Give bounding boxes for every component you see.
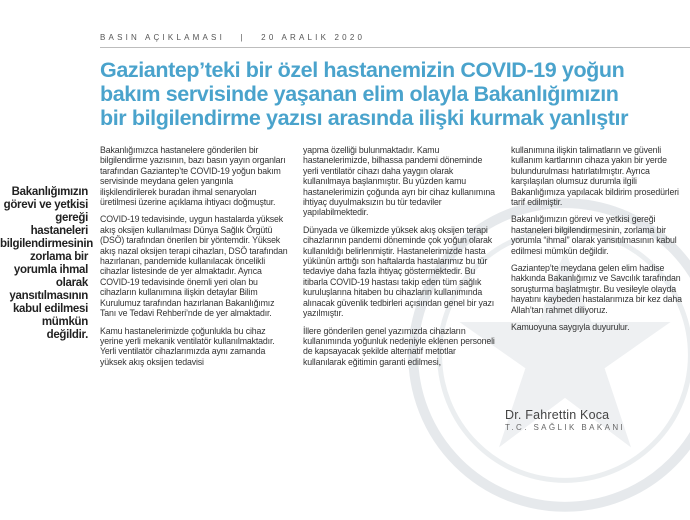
headline-line: Gaziantep’teki bir özel hastanemizin COVID-19 yoğun bbox=[100, 58, 625, 82]
paragraph: kullanımına ilişkin talimatların ve güvenli kullanım kartlarının cihaza yakın bir yerde bulundurulması hatırlatılmıştır. Ayrıca karşılaşılan olumsuz durumla ilgili Bakanlığımıza yapılacak bildirim prosedürleri tarif edilmiştir. bbox=[511, 145, 679, 208]
header-separator: | bbox=[240, 33, 246, 42]
paragraph: Dünyada ve ülkemizde yüksek akış oksijen terapi cihazlarının pandemi döneminde çok yoğun olarak kullanıldığı belirlenmiştir. Hastanelerimizde hasta yükünün arttığı son haftalarda hastalarımız bu tür tedaviye daha fazla ihtiyaç göstermektedir. Bu itibarla COVID-19 hastası takip eden tüm sağlık kuruluşlarına hitaben bu cihazların kullanımında alınacak güvenlik tedbirleri açısından genel bir yazı yazılmıştır. bbox=[303, 224, 495, 319]
pull-quote: Bakanlığımızın görevi ve yetkisi gereği hastaneleri bilgilendirmesinin zorlama bir yorumla ihmal olarak yansıtılmasının kabul edilmesi mümkün değildir. bbox=[0, 186, 94, 341]
headline bbox=[100, 58, 690, 130]
paragraph: Bakanlığımızın görevi ve yetkisi gereği hastaneleri bilgilendirmesinin, zorlama bir yorumla “ihmal” olarak yansıtılmasının kabul edilmesi mümkün değildir. bbox=[511, 214, 677, 256]
paragraph: yapma özelliği bulunmaktadır. Kamu hastanelerimizde, bilhassa pandemi döneminde yerli ventilatör cihazı daha yaygın olarak kullanılmaya başlanmıştır. Bu yüzden kamu hastanelerimizin çoğunda ayrı bir cihaz kullanımına ihtiyaç duyulmaksızın bu tür tedaviler yapılabilmektedir. bbox=[303, 145, 495, 218]
paragraph: COVID-19 tedavisinde, uygun hastalarda yüksek akış oksijen kullanılması Dünya Sağlık Örgütü (DSÖ) tarafından önerilen bir yöntemdir. Yüksek akış nazal oksijen terapi cihazları, DSÖ tarafından hazırlanan, pandemide kullanılacak öncelikli cihazlar listesinde de yer almaktadır. Ayrıca COVID-19 tedavisinde önemli yeri olan bu cihazların kullanımına ilişkin detaylar Bilim Kurulumuz tarafından hazırlanan Bakanlığımız Tanı ve Tedavi Rehberi’nde de yer almaktadır. bbox=[100, 214, 288, 319]
paragraph: İllere gönderilen genel yazımızda cihazların kullanımında yoğunluk nedeniyle eklenen personeli de kapsayacak şekilde alternatif metotlar kullanılarak eğitimin garanti edilmesi, bbox=[303, 325, 495, 367]
paragraph: Gaziantep’te meydana gelen elim hadise hakkında Bakanlığımız ve Savcılık tarafından soruşturma başlatmıştır. Bu vesileyle olayda hayatını kaybeden hastalarımıza bir kez daha Allah’tan rahmet diliyoruz. bbox=[511, 263, 682, 315]
signatory-title: T.C. SAĞLIK BAKANI bbox=[505, 423, 626, 432]
header-divider bbox=[100, 47, 690, 48]
headline-line: bir bilgilendirme yazısı arasında ilişki kurmak yanlıştır bbox=[100, 106, 629, 130]
press-release-header bbox=[100, 33, 690, 42]
signatory-name: Dr. Fahrettin Koca bbox=[505, 408, 610, 422]
header-date: 20 ARALIK 2020 bbox=[261, 33, 366, 42]
header-label: BASIN AÇIKLAMASI bbox=[100, 33, 226, 42]
headline-line: bakım servisinde yaşanan elim olayla Bakanlığımızın bbox=[100, 82, 619, 106]
text-column-3 bbox=[511, 145, 690, 340]
text-column-1 bbox=[100, 145, 288, 374]
signature-block bbox=[505, 408, 625, 432]
paragraph: Bakanlığımızca hastanelere gönderilen bir bilgilendirme yazısının, bazı basın yayın organları tarafından Gaziantep’te COVID-19 yoğun bakım servisinde meydana gelen yangınla ilişkilendirilerek buradan ihmal senaryoları üretilmesi üzerine açıklama ihtiyacı doğmuştur. bbox=[100, 145, 286, 208]
paragraph: Kamuoyuna saygıyla duyurulur. bbox=[511, 322, 630, 333]
text-column-2 bbox=[303, 145, 495, 374]
paragraph: Kamu hastanelerimizde çoğunlukla bu cihaz yerine yerli mekanik ventilatör kullanılmaktadır. Yerli ventilatör cihazlarımızda aynı zamanda yüksek akış oksijen tedavisi bbox=[100, 325, 275, 367]
